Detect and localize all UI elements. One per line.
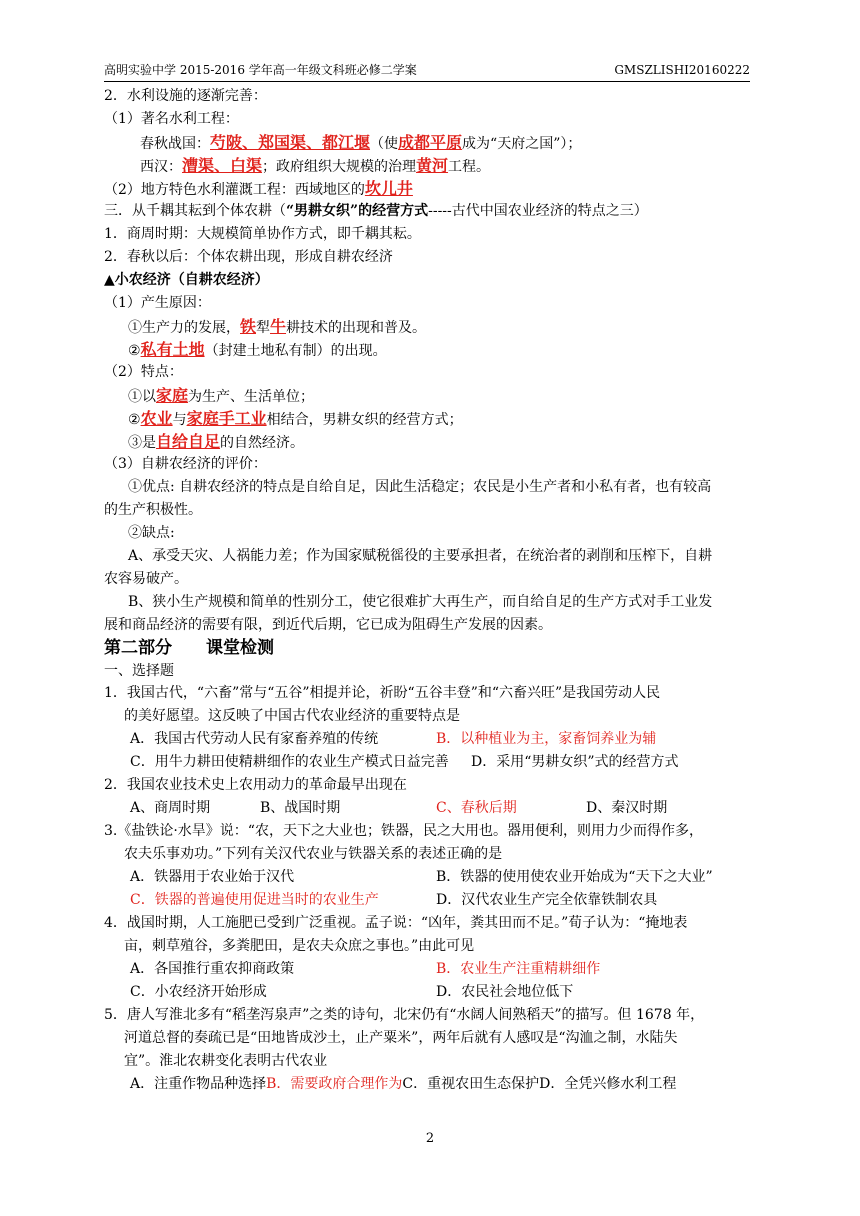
question-stem: 2．我国农业技术史上农用动力的革命最早出现在 <box>104 777 407 793</box>
question-stem: 5．唐人写淮北多有“稻垄泻泉声”之类的诗句，北宋仍有“水阔人间熟稻天”的描写。但 1678 年， <box>104 1007 705 1023</box>
text-line: ①优点: 自耕农经济的特点是自给自足，因此生活稳定；农民是小生产者和小私有者，也有较高 <box>128 479 712 495</box>
option-row <box>104 866 758 889</box>
option-b: B．需要政府合理作为 <box>266 1076 403 1092</box>
subheading: 一、选择题 <box>104 663 174 679</box>
option-c: C．小农经济开始形成 <box>130 984 267 1000</box>
subheading: （2）特点： <box>104 364 183 380</box>
option-b: B．铁器的使用使农业开始成为“天下之大业” <box>436 869 713 885</box>
text-line: ②缺点: <box>128 525 175 541</box>
text-line: ②私有土地（封建土地私有制）的出现。 <box>128 340 387 359</box>
key-term: 芍陂、郑国渠、都江堰 <box>210 133 371 152</box>
text-line: ③是自给自足的自然经济。 <box>128 432 305 451</box>
subheading: （1）产生原因： <box>104 295 211 311</box>
option-d: D．全凭兴修水利工程 <box>539 1076 677 1092</box>
text-line: 展和商品经济的需要有限，到近代后期，它已成为阻碍生产发展的因素。 <box>104 617 552 633</box>
option-a: A．铁器用于农业始于汉代 <box>130 869 295 885</box>
question-stem: 的美好愿望。这反映了中国古代农业经济的重要特点是 <box>124 708 460 724</box>
key-term: 铁 <box>240 317 257 336</box>
option-row <box>104 728 758 751</box>
option-a: A、商周时期 <box>130 800 211 816</box>
question-stem: 宜”。淮北农耕变化表明古代农业 <box>124 1053 328 1069</box>
triangle-heading: ▲小农经济（自耕农经济） <box>104 272 269 288</box>
option-c: C．铁器的普遍使用促进当时的农业生产 <box>130 892 379 908</box>
question-stem: 4．战国时期，人工施肥已受到广泛重视。孟子说：“凶年，粪其田而不足。”荀子认为：“掩地表 <box>104 915 688 931</box>
subheading: （1）著名水利工程： <box>104 111 239 127</box>
option-row <box>104 889 758 912</box>
option-row <box>104 1073 758 1096</box>
text-line: 2．春秋以后：个体农耕出现，形成自耕农经济 <box>104 249 393 265</box>
subheading: （3）自耕农经济的评价： <box>104 456 267 472</box>
text-line: （2）地方特色水利灌溉工程：西域地区的坎儿井 <box>104 179 413 198</box>
text-line: 的生产积极性。 <box>104 502 202 518</box>
option-b: B、战国时期 <box>260 800 341 816</box>
document-body <box>104 85 758 1096</box>
key-term: 家庭手工业 <box>186 409 267 428</box>
key-term: 私有土地 <box>140 340 205 359</box>
option-d: D．农民社会地位低下 <box>436 984 574 1000</box>
option-c: C．重视农田生态保护 <box>402 1076 540 1092</box>
section-heading: 2．水利设施的逐渐完善： <box>104 88 267 104</box>
text-line: ①生产力的发展，铁犁牛耕技术的出现和普及。 <box>128 317 427 336</box>
key-term: 自给自足 <box>156 432 221 451</box>
option-d: D．采用“男耕女织”式的经营方式 <box>470 754 679 770</box>
question-stem: 农夫乐事劝功。”下列有关汉代农业与铁器关系的表述正确的是 <box>124 846 503 862</box>
key-term: 家庭 <box>156 386 189 405</box>
header-school-title: 高明实验中学 2015-2016 学年高一年级文科班必修二学案 <box>104 63 417 77</box>
option-c: C、春秋后期 <box>436 800 517 816</box>
page-header <box>104 61 750 79</box>
question-stem: 3.《盐铁论·水旱》说：“农，天下之大业也；铁器，民之大用也。器用便利，则用力少而得作多， <box>104 823 703 839</box>
option-row <box>104 981 758 1004</box>
option-d: D．汉代农业生产完全依靠铁制农具 <box>436 892 658 908</box>
part-title: 第二部分 课堂检测 <box>104 638 274 658</box>
option-a: A．各国推行重农抑商政策 <box>130 961 295 977</box>
key-term: 农业 <box>140 409 173 428</box>
text-line: 春秋战国：芍陂、郑国渠、都江堰（使成都平原成为“天府之国”）； <box>140 133 582 152</box>
question-stem: 亩，刺草殖谷，多粪肥田，是农夫众庶之事也。”由此可见 <box>124 938 475 954</box>
option-b: B．农业生产注重精耕细作 <box>436 961 601 977</box>
header-rule <box>104 81 750 82</box>
option-d: D、秦汉时期 <box>586 800 668 816</box>
text-line: ②农业与家庭手工业相结合，男耕女织的经营方式； <box>128 409 463 428</box>
option-row <box>104 958 758 981</box>
key-term: 漕渠、白渠 <box>182 156 263 175</box>
question-stem: 1．我国古代，“六畜”常与“五谷”相提并论，祈盼“五谷丰登”和“六畜兴旺”是我国劳动人民 <box>104 685 661 701</box>
section-heading: 三．从千耦其耘到个体农耕（“男耕女织”的经营方式-----古代中国农业经济的特点之三） <box>104 203 648 219</box>
option-c: C．用牛力耕田使精耕细作的农业生产模式日益完善 <box>130 754 449 770</box>
option-a: A．我国古代劳动人民有家畜养殖的传统 <box>130 731 379 747</box>
option-row <box>104 797 758 820</box>
header-doc-code: GMSZLISHI20160222 <box>614 63 750 77</box>
key-term: 黄河 <box>416 156 449 175</box>
key-term: 坎儿井 <box>364 179 413 198</box>
option-a: A．注重作物品种选择 <box>130 1076 267 1092</box>
text-line: A、承受天灾、人祸能力差；作为国家赋税徭役的主要承担者，在统治者的剥削和压榨下，自耕 <box>128 548 713 564</box>
option-b: B．以种植业为主，家畜饲养业为辅 <box>436 731 657 747</box>
key-term: 成都平原 <box>398 133 463 152</box>
text-line: 农容易破产。 <box>104 571 188 587</box>
page-number: 2 <box>425 1131 435 1146</box>
option-row <box>104 751 758 774</box>
question-stem: 河道总督的奏疏已是“田地皆成沙土，止产粟米”，两年后就有人感叹是“沟洫之制，水陆失 <box>124 1030 678 1046</box>
text-line: 1．商周时期：大规模简单协作方式，即千耦其耘。 <box>104 226 421 242</box>
text-line: B、狭小生产规模和简单的性别分工，使它很难扩大再生产，而自给自足的生产方式对手工业发 <box>128 594 713 610</box>
text-line: 西汉：漕渠、白渠；政府组织大规模的治理黄河工程。 <box>140 156 491 175</box>
key-term: 牛 <box>270 317 287 336</box>
text-line: ①以家庭为生产、生活单位； <box>128 386 315 405</box>
